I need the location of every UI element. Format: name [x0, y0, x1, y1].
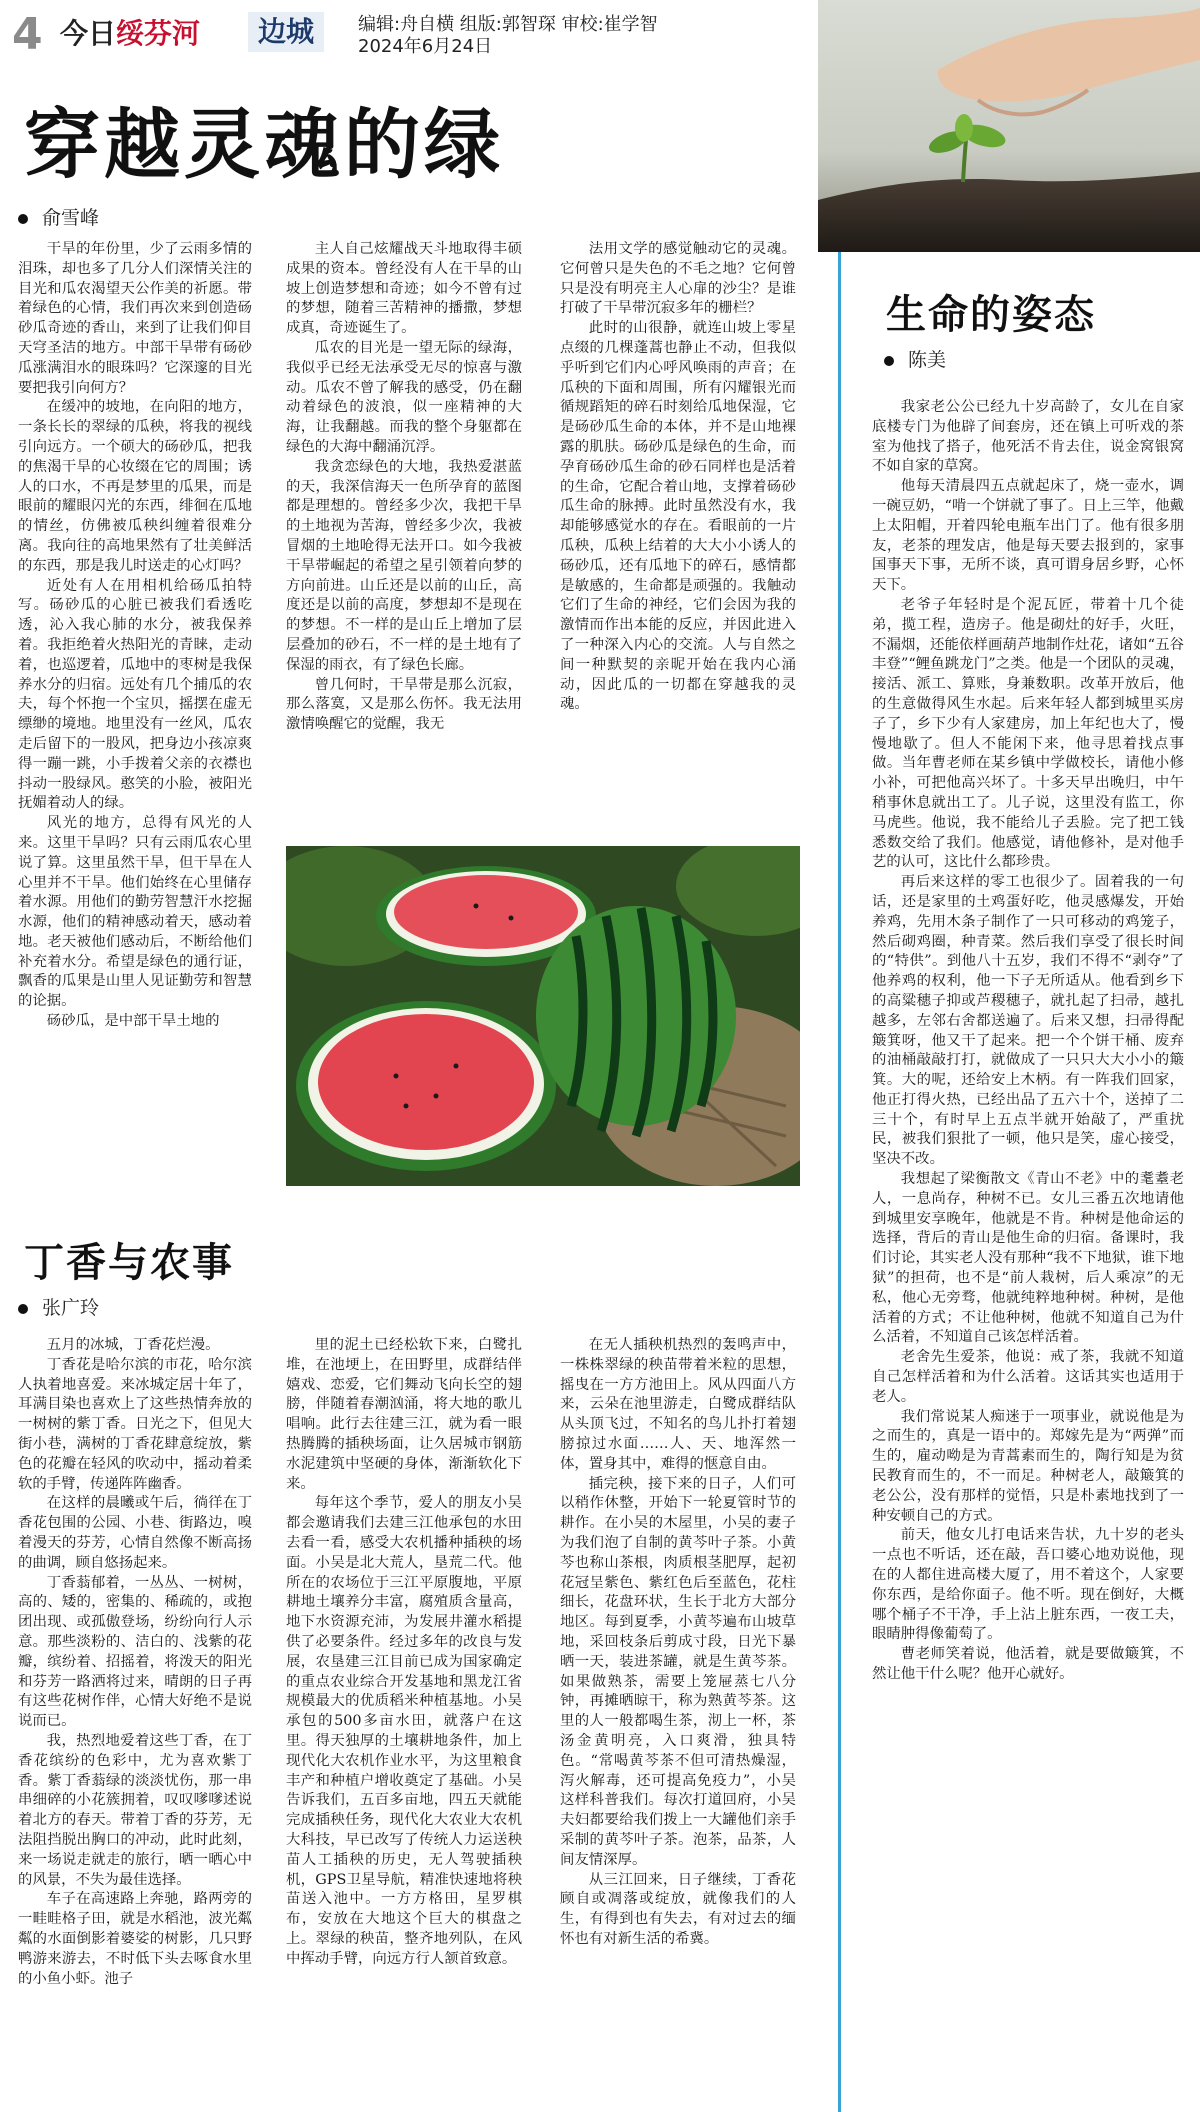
article1-column-3 [560, 240, 796, 840]
article3-body [872, 398, 1184, 2106]
paragraph: 每年这个季节，爱人的朋友小吴都会邀请我们去建三江他承包的水田去看一看，感受大农机播种插秧的场面。小吴是北大荒人，垦荒二代。他所在的农场位于三江平原腹地，平原耕地土壤养分丰富，腐殖质含量高，地下水资源充沛，为发展井灌水稻提供了必要条件。经过多年的改良与发展，农垦建三江目前已成为国家确定的重点农业综合开发基地和黑龙江省规模最大的优质稻米种植基地。小吴承包的500多亩水田，就落户在这里。得天独厚的土壤耕地条件，加上现代化大农机作业水平，为这里粮食丰产和种植户增收奠定了基础。小吴告诉我们，五百多亩地，四五天就能完成插秧任务，现代化大农业大农机大科技，早已改写了传统人力运送秧苗人工插秧的历史，无人驾驶插秧机，GPS卫星导航，精准快速地将秧苗送入池中。一方方格田，星罗棋布，安放在大地这个巨大的棋盘之上。翠绿的秧苗，整齐地列队，在风中挥动手臂，向远方行人颔首致意。 [286, 1495, 522, 1967]
paragraph: 风光的地方，总得有风光的人来。这里干旱吗？只有云雨瓜农心里说了算。这里虽然干旱，但干旱在人心里并不干旱。他们始终在心里储存着水源。用他们的勤劳智慧汗水挖掘水源，他们的精神感动着天，感动着地。老天被他们感动后，不断给他们补充着水分。希望是绿色的通行证，飘香的瓜果是山里人见证勤劳和智慧的论据。 [18, 815, 252, 1010]
issue-date: 2024年6月24日 [358, 36, 493, 57]
column-divider [838, 252, 841, 2112]
paragraph: 丁香花是哈尔滨的市花，哈尔滨人执着地喜爱。来冰城定居十年了，耳满目染也喜欢上了这些热情奔放的一树树的紫丁香。日光之下，但见大街小巷，满树的丁香花肆意绽放，紫色的花瓣在轻风的吹动中，摇动着柔软的手臂，传递阵阵幽香。 [18, 1356, 252, 1492]
seedling-in-hand-photo [818, 0, 1200, 252]
paragraph: 在无人插秧机热烈的轰鸣声中，一株株翠绿的秧苗带着米粒的思想，摇曳在一方方池田上。风从四面八方来，云朵在池里游走，白鹭成群结队从头顶飞过，不知名的鸟儿扑打着翅膀掠过水面……人、天、地浑然一体，置身其中，难得的惬意自由。 [560, 1337, 796, 1472]
brand-prefix: 今日 [60, 17, 117, 50]
paragraph: 砀砂瓜，是中部干旱土地的 [46, 1013, 220, 1030]
paragraph: 从三江回来，日子继续，丁香花顾自或凋落或绽放，就像我们的人生，有得到也有失去，有对过去的缅怀也有对新生活的希冀。 [560, 1871, 796, 1947]
article1-column-2 [286, 240, 522, 840]
credits-line: 编辑:舟自横 组版:郭智琛 审校:崔学智 [358, 14, 658, 35]
article2-author: 张广玲 [42, 1297, 100, 1319]
paragraph: 丁香蓊郁着，一丛丛、一树树，高的、矮的，密集的、稀疏的，或抱团出现、或孤傲登场，纷纷向行人示意。那些淡粉的、洁白的、浅紫的花瓣，缤纷着、招摇着，将泼天的阳光和芬芳一路洒将过来，晴朗的日子再有这些花树作伴，心情大好绝不是说说而已。 [18, 1574, 252, 1730]
article2-column-2 [286, 1336, 522, 2106]
brand-name: 绥芬河 [116, 17, 201, 50]
paragraph: 主人自己炫耀战天斗地取得丰硕成果的资本。曾经没有人在干旱的山坡上创造梦想和奇迹；如今不曾有过的梦想，随着三苦精神的播撒，梦想成真，奇迹诞生了。 [286, 241, 522, 337]
paragraph: 在缓冲的坡地，在向阳的地方，一条长长的翠绿的瓜秧，将我的视线引向远方。一个硕大的砀砂瓜，把我的焦渴干旱的心妆缀在它的周围；诱人的口水，不再是梦里的瓜果，而是眼前的耀眼闪光的东西，绯徊在瓜地的情丝，仿佛被瓜秧纠缠着很难分离。我向往的高地果然有了壮美鲜活的东西，那是我儿时送走的心灯吗？ [18, 399, 252, 574]
article3-byline [884, 348, 946, 372]
article3-title: 生命的姿态 [886, 291, 1096, 338]
article1-title: 穿越灵魂的绿 [24, 100, 504, 189]
article2-byline [18, 1296, 99, 1320]
article2-column-3 [560, 1336, 796, 2106]
section-label: 边城 [248, 12, 324, 52]
paragraph: 里的泥土已经松软下来，白鹭扎堆，在池埂上，在田野里，成群结伴嬉戏、恋爱，它们舞动飞向长空的翅膀，伴随着春潮汹涌，将大地的歌儿唱响。此行去往建三江，就为看一眼热腾腾的插秧场面，让久居城市钢筋水泥建筑中坚硬的身体，渐渐软化下来。 [286, 1337, 522, 1492]
paragraph: 此时的山很静，就连山坡上零星点缀的几棵蓬蒿也静止不动，但我似乎听到它们内心呼风唤雨的声音；在瓜秧的下面和周围，所有闪耀银光而循规蹈矩的碎石时刻给瓜地保湿，它是砀砂瓜生命的本体，并不是山地裸露的肌肤。砀砂瓜是绿色的生命，而孕育砀砂瓜生命的砂石同样也是活着的生命，它配合着山地，支撑着砀砂瓜生命的脉搏。此时虽然没有水，我却能够感觉水的存在。看眼前的一片瓜秧，瓜秧上结着的大大小小诱人的砀砂瓜，还有瓜地下的碎石，感情都是敏感的，生命都是顽强的。我触动它们了生命的神经，它们会因为我的激情而作出本能的反应，并因此进入了一种深入内心的交流。人与自然之间一种默契的亲昵开始在我内心涌动，因此瓜的一切都在穿越我的灵魂。 [560, 320, 796, 713]
article1-column-1 [18, 240, 252, 1190]
paragraph: 老舍先生爱茶，他说：戒了茶，我就不知道自己怎样活着和为什么活着。这话其实也适用于老人。 [872, 1349, 1184, 1405]
article2-title: 丁香与农事 [24, 1239, 234, 1286]
byline-bullet-icon [884, 356, 894, 366]
paragraph: 老爷子年轻时是个泥瓦匠，带着十几个徒弟，揽工程，造房子。他是砌灶的好手，火旺，不漏烟，还能依样画葫芦地制作灶花，诸如“五谷丰登”“鲤鱼跳龙门”之类。他是一个团队的灵魂，接活、派工、算账，身兼数职。改革开放后，他的生意做得风生水起。后来年轻人都到城里买房子了，乡下少有人家建房，加上年纪也大了，慢慢地歇了。但人不能闲下来，他寻思着找点事做。当年曹老师在某乡镇中学做校长，请他小修小补，可把他高兴坏了。十多天早出晚归，中午稍事休息就出工了。儿子说，这里没有监工，你马虎些。他说，我不能给儿子丢脸。完了把工钱悉数交给了我们。他感觉，请他修补，是对他手艺的认可，这比什么都珍贵。 [872, 596, 1184, 871]
paragraph: 前天，他女儿打电话来告状，九十岁的老头一点也不听话，还在敲，吾口婆心地劝说他，现在的人都住进高楼大厦了，用不着这个，人家要你东西，是给你面子。他不听。现在倒好，大概哪个桶子不干净，手上沾上脏东西，一夜工夫，眼睛肿得像葡萄了。 [872, 1527, 1184, 1643]
paragraph: 干旱的年份里，少了云雨多情的泪珠，却也多了几分人们深情关注的目光和瓜农渴望天公作美的祈愿。带着绿色的心情，我们再次来到创造砀砂瓜奇迹的香山，来到了让我们仰目天穹圣洁的地方。中部干旱带有砀砂瓜涨满泪水的眼珠吗？它深邃的目光要把我引向何方？ [18, 241, 252, 396]
article2-column-1 [18, 1336, 252, 2106]
page-credits [358, 14, 658, 58]
paragraph: 在这样的晨曦或午后，徜徉在丁香花包围的公园、小巷、街路边，嗅着漫天的芬芳，心情自然像不断高扬的曲调，顾自悠扬起来。 [18, 1495, 252, 1571]
paragraph: 我贪恋绿色的大地，我热爱湛蓝的天，我深信海天一色所孕育的蓝图都是理想的。曾经多少次，我把干旱的土地视为苦海，曾经多少次，我被冒烟的土地呛得无法开口。如今我被干旱带崛起的希望之星引领着向梦的方向前进。山丘还是以前的山丘，高度还是以前的高度，梦想却不是现在的梦想。不一样的是山丘上增加了层层叠加的砂石，不一样的是土地有了保湿的雨衣，有了绿色长廊。 [286, 458, 522, 673]
paragraph: 近处有人在用相机给砀瓜拍特写。砀砂瓜的心脏已被我们看透吃透，沁入我心肺的水分，被我保养着。我拒绝着火热阳光的青睐，走动着，也巡逻着，瓜地中的枣树是我保养水分的归宿。远处有几个捕瓜的农夫，每个怀抱一个宝贝，摇摆在虚无缥缈的境地。地里没有一丝风，瓜农走后留下的一股风，把身边小孩凉爽得一蹦一跳，小手拨着父亲的衣襟也抖动一股绿风。憨笑的小脸，被阳光抚媚着动人的绿。 [18, 577, 252, 812]
paragraph: 他每天清晨四五点就起床了，烧一壶水，调一碗豆奶，“啃一个饼就了事了。日上三竿，他戴上太阳帽，开着四轮电瓶车出门了。他有很多朋友，老茶的理发店，他是每天要去报到的，家事国事天下事，无所不谈，真可谓身居乡野，心怀天下。 [872, 478, 1184, 594]
article1-byline [18, 206, 99, 230]
byline-bullet-icon [18, 1304, 28, 1314]
article1-author: 俞雪峰 [42, 207, 100, 229]
paragraph: 瓜农的目光是一望无际的绿海，我似乎已经无法承受无尽的惊喜与激动。瓜农不曾了解我的感受，仍在翻动着绿色的波浪，似一座精神的大海，让我翻越。而我的整个身躯都在绿色的大海中翻涌沉浮。 [286, 339, 522, 455]
paragraph: 插完秧，接下来的日子，人们可以稍作休整，开始下一轮夏管时节的耕作。在小吴的木屋里，小吴的妻子为我们泡了自制的黄芩叶子茶。小黄芩也称山茶根，肉质根茎肥厚，起初花冠呈紫色、紫红色后至蓝色，花柱细长，花盘环状，生长于北方大部分地区。每到夏季，小黄芩遍布山坡草地，采回枝条后剪成寸段，日光下暴晒一天，装进茶罐，就是生黄芩茶。如果做熟茶，需要上笼屉蒸七八分钟，再摊晒晾干，称为熟黄芩茶。这里的人一般都喝生茶，沏上一杯，茶汤金黄明亮，入口爽滑，独具特色。“常喝黄芩茶不但可清热燥湿，泻火解毒，还可提高免疫力”，小吴这样科普我们。每次打道回府，小吴夫妇都要给我们拨上一大罐他们亲手采制的黄芩叶子茶。泡茶，品茶，人间友情深厚。 [560, 1475, 796, 1868]
paragraph: 我，热烈地爱着这些丁香，在丁香花缤纷的色彩中，尤为喜欢紫丁香。紫丁香蓊绿的淡淡忧伤，那一串串细碎的小花簇拥着，叹叹嗲嗲述说着北方的春天。带着丁香的芬芳，无法阻挡脱出胸口的冲动，此时此刻，来一场说走就走的旅行，晒一晒心中的风景，不失为最佳选择。 [18, 1732, 252, 1888]
watermelon-photo [286, 846, 800, 1186]
paragraph: 我想起了梁衡散文《青山不老》中的耄耋老人，一息尚存，种树不已。女儿三番五次地请他到城里安享晚年，他就是不肯。种树是他命运的选择，背后的青山是他生命的归宿。备课时，我们讨论，其实老人没有那种“我不下地狱，谁下地狱”的担荷，也不是“前人栽树，后人乘凉”的无私，他心无旁骛，他就纯粹地种树。种树，是他活着的方式；不让他种树，他就不知道自己为什么活着，不知道自己该怎样活着。 [872, 1171, 1184, 1346]
byline-bullet-icon [18, 214, 28, 224]
newspaper-brand [60, 10, 200, 54]
paragraph: 法用文学的感觉触动它的灵魂。它何曾只是失色的不毛之地？它何曾只是没有明亮主人心扉的沙尘？是谁打破了干旱带沉寂多年的栅栏？ [560, 241, 796, 317]
article3-author: 陈美 [908, 349, 947, 371]
paragraph: 再后来这样的零工也很少了。固着我的一句话，还是家里的土鸡蛋好吃，他灵感爆发，开始养鸡，先用木条子制作了一只可移动的鸡笼子，然后砌鸡圈，种青菜。然后我们享受了很长时间的“特供”。到他八十五岁，我们不得不“剥夺”了他养鸡的权利，他一下子无所适从。他看到乡下的高粱穗子抑或芦稷穗子，就扎起了扫帚，越扎越多，左邻右舍都送遍了。后来又想，扫帚得配簸箕呀，他又干了起来。把一个个饼干桶、废弃的油桶敲敲打打，就做成了一只只大大小小的簸箕。大的呢，还给安上木柄。有一阵我们回家，他正打得火热，已经出品了五六十个，送掉了二三十个，有时早上五点半就开始敲了，严重扰民，被我们狠批了一顿，他只是笑，虚心接受，坚决不改。 [872, 874, 1184, 1168]
paragraph: 我们常说某人痴迷于一项事业，就说他是为之而生的，真是一语中的。郑嫁先是为“两弹”而生的，雇动呦是为青蒿素而生的，陶行知是为贫民教育而生的，不一而足。种树老人，敲簸箕的老公公，没有那样的觉悟，只是朴素地找到了一种安顿自己的方式。 [872, 1408, 1184, 1524]
paragraph: 五月的冰城，丁香花烂漫。 [46, 1337, 220, 1353]
paragraph: 曹老师笑着说，他活着，就是要做簸箕，不然让他干什么呢？他开心就好。 [872, 1646, 1184, 1682]
paragraph: 我家老公公已经九十岁高龄了，女儿在自家底楼专门为他辟了间套房，还在镇上可听戏的茶室为他找了搭子，他死活不肯去住，说金窝银窝不如自家的草窝。 [872, 399, 1184, 475]
paragraph: 曾几何时，干旱带是那么沉寂，那么落寞，又是那么伤怀。我无法用激情唤醒它的觉醒，我无 [286, 676, 522, 733]
page-number: 4 [12, 9, 43, 60]
paragraph: 车子在高速路上奔驰，路两旁的一畦畦格子田，就是水稻池，波光粼粼的水面倒影着婆娑的树影，几只野鸭游来游去，不时低下头去啄食水里的小鱼小虾。池子 [18, 1891, 252, 1987]
